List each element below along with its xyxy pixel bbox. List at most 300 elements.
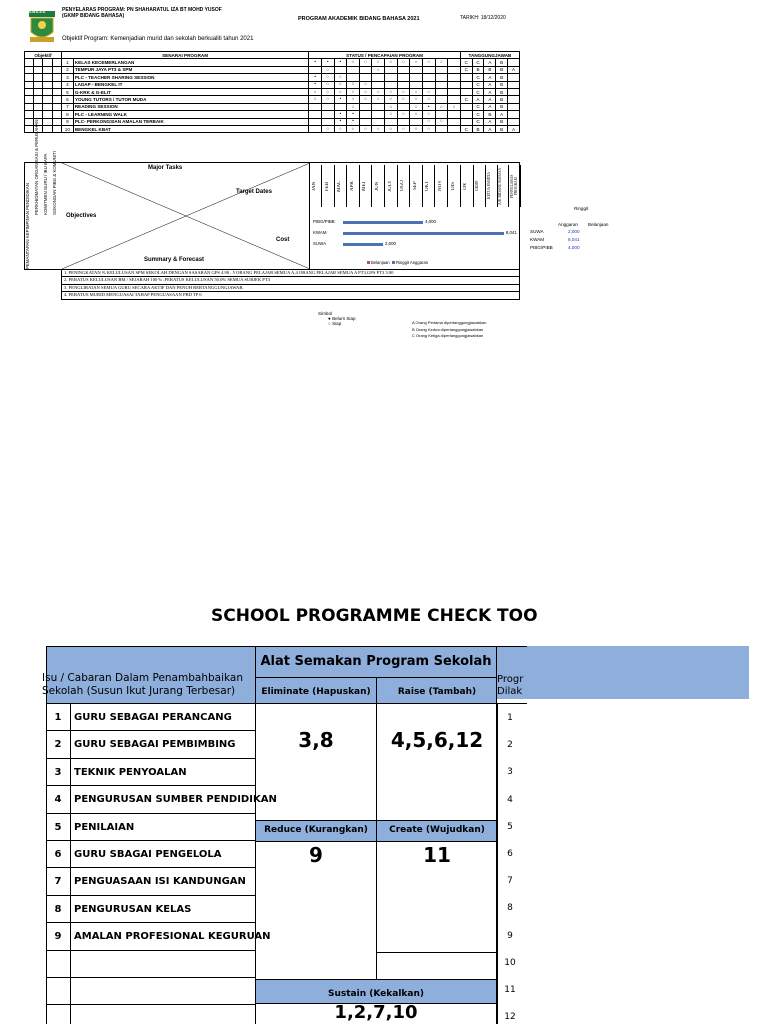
side-row-value: 8,041 [568,237,580,242]
status-cell: ○ [410,88,423,95]
status-cell: • [347,118,360,125]
status-cell [334,66,347,73]
objective-tick [43,118,52,125]
status-cell [359,74,372,81]
month-label: NOV [438,165,448,207]
responsibility-cell: A [508,125,520,132]
ringgit-label: Ringgit [574,206,589,211]
program-number: 2 [507,740,513,751]
status-cell [448,88,461,95]
status-cell [347,74,360,81]
status-cell [334,103,347,110]
status-cell: ○ [385,125,398,132]
month-label: DIS [451,165,461,207]
objective-tick [34,74,43,81]
objective-tick [25,66,34,73]
status-cell: ○ [309,96,322,103]
status-cell: ○ [385,88,398,95]
month-label: JUN [375,165,385,207]
program-row [25,125,520,132]
month-label: FEB [325,165,335,207]
status-cell: ○ [435,59,448,66]
tool-header: Alat Semakan Program Sekolah [260,654,492,669]
objective-tick [25,88,34,95]
responsibility-cell: B [496,118,508,125]
objective-tick [52,59,61,66]
objective-tick [43,88,52,95]
status-cell: ○ [410,96,423,103]
side-label-3: KOMITMEN GURU / IBU BAPA [43,153,48,215]
responsibility-cell: A [484,74,496,81]
status-cell [359,111,372,118]
responsibility-cell [508,88,520,95]
issue-text: PENGURUSAN SUMBER PENDIDIKAN [74,794,277,806]
cost-label: Cost [276,237,290,243]
responsibility-cell: C [472,74,484,81]
issue-text-cell [70,1004,256,1024]
siap-icon: ○ [328,321,331,326]
objective-tick [25,96,34,103]
status-cell [321,118,334,125]
status-cell: • [309,59,322,66]
responsibility-cell: B [496,125,508,132]
status-cell [385,81,398,88]
anggaran-label: Anggaran [558,222,578,227]
status-cell: ○ [422,88,435,95]
program-title: PROGRAM AKADEMIK BIDANG BAHASA 2021 [298,16,420,22]
responsibility-cell: B [496,74,508,81]
status-cell [435,81,448,88]
status-cell: ○ [385,111,398,118]
responsibility-cell: B [496,66,508,73]
responsibility-cell: A [484,125,496,132]
status-cell [422,74,435,81]
objective-tick [34,81,43,88]
sustain-value: 1,2,7,10 [334,1002,418,1023]
month-label: OKT [425,165,435,207]
responsibility-cell [508,96,520,103]
program-no: 8 [61,111,73,118]
status-cell [435,66,448,73]
side-row-value: 4,000 [568,245,580,250]
issue-text: PENGUASAAN ISI KANDUNGAN [74,876,246,888]
role-key-b: B Orang Kedua dipertanggungjawabkan [412,326,484,332]
status-cell [435,96,448,103]
status-cell [321,103,334,110]
status-cell [397,66,410,73]
program-table [24,51,520,133]
issue-number: 4 [54,794,62,806]
objective-tick [52,125,61,132]
responsibility-cell: B [496,88,508,95]
create-value: 11 [423,843,451,867]
status-cell [448,125,461,132]
responsibility-cell: B [496,103,508,110]
status-cell [385,66,398,73]
eliminate-cell [255,703,377,821]
issue-text: PENGURUSAN KELAS [74,903,192,915]
goal-item: 2. PERATUS KELULUSAN BM / SEJARAH 100 % ,PERATUS KELULUSAN 50.0% SEMUA SUBJEK PT3 [61,277,520,284]
objective-tick [43,125,52,132]
objective-tick [52,96,61,103]
issues-header-line2: Sekolah (Susun Ikut Jurang Terbesar) [42,685,236,697]
responsibility-cell: C [472,88,484,95]
responsibility-cell: C [460,96,472,103]
status-cell [422,81,435,88]
program-name: LADAP - BENGKEL IT [73,81,308,88]
program-row [25,74,520,81]
status-cell: ○ [359,81,372,88]
status-cell [372,81,385,88]
role-key [412,320,487,340]
bar-label: PIBG/PIBB [313,219,335,224]
prog-header-1: Progr [497,674,524,685]
program-name: KELAS KECEMERLANGAN [73,59,308,66]
program-no: 4 [61,81,73,88]
programme-sheet [24,4,520,304]
responsibility-cell: A [484,118,496,125]
program-no: 5 [61,88,73,95]
status-cell: ○ [321,96,334,103]
month-headers [310,163,521,209]
status-cell: ○ [422,111,435,118]
create-header: Create (Wujudkan) [389,825,485,835]
objective-tick [52,111,61,118]
objective-tick [34,88,43,95]
program-no: 7 [61,103,73,110]
objective-tick [43,74,52,81]
objective-tick [52,74,61,81]
status-cell: ○ [334,81,347,88]
status-cell: ○ [334,88,347,95]
status-cell [359,103,372,110]
role-label: KETUA PANITIA [488,165,498,207]
status-cell [347,66,360,73]
month-label: OGO [400,165,410,207]
program-row [25,81,520,88]
status-cell: ○ [422,59,435,66]
issue-text-cell [70,950,256,978]
objective-tick [34,59,43,66]
status-cell: ○ [347,103,360,110]
status-cell: • [321,59,334,66]
program-name: READING SESSION [73,103,308,110]
status-cell [372,103,385,110]
issue-number-cell [46,950,71,978]
bar-label: KWAM [313,230,327,235]
month-label: SEP [413,165,423,207]
program-number: 3 [507,767,513,778]
status-cell [422,66,435,73]
check-tool-table [42,646,524,1024]
symbol-key [318,311,356,326]
status-cell: ○ [410,125,423,132]
program-number: 6 [507,849,513,859]
issue-text: PENILAIAN [74,821,135,833]
sustain-header: Sustain (Kekalkan) [327,989,424,999]
status-cell [448,81,461,88]
role-key-c: C Orang Ketiga dipertanggungjawabkan [412,333,484,338]
status-cell: ○ [309,88,322,95]
status-cell [397,103,410,110]
status-cell: • [334,59,347,66]
program-row [25,66,520,73]
status-cell [309,103,322,110]
status-cell: ○ [385,59,398,66]
check-tool-title: SCHOOL PROGRAMME CHECK TOO [211,606,538,626]
school-logo [28,10,56,44]
responsibility-cell: C [472,111,484,118]
objectives-label: Objectives [66,213,97,219]
side-label-4: SOKONGAN PIBG & KOMUNITI [52,151,57,215]
status-cell [397,74,410,81]
program-no: 3 [61,74,73,81]
status-cell [372,74,385,81]
responsibility-cell: B [484,66,496,73]
budget-bar [343,243,383,246]
bar-label: SUWA [313,241,327,246]
responsibility-cell: C [460,59,472,66]
role-label: AJK BIDANG BAHASA [499,165,509,207]
status-cell: ○ [334,74,347,81]
major-tasks-label: Major Tasks [148,165,183,171]
status-cell: ○ [347,59,360,66]
status-cell [448,96,461,103]
coordinator: PENYELARAS PROGRAM: PN SHAHARATUL IZA BT MOHD YUSOF [62,7,222,13]
responsibility-cell [508,74,520,81]
role-label: GPK [464,165,474,207]
side-row-label: PIBG/PIBB [530,245,553,250]
responsibility-cell [508,81,520,88]
status-cell [448,74,461,81]
legend-swatch-anggaran [392,261,395,264]
program-row [25,96,520,103]
legend-swatch-belanjaan [367,261,370,264]
status-cell: ○ [347,125,360,132]
status-cell: ○ [410,111,423,118]
status-cell: ○ [321,125,334,132]
program-row [25,103,520,110]
status-cell [435,125,448,132]
program-number: 7 [507,876,513,887]
responsibility-cell: A [484,59,496,66]
responsibility-cell: C [460,125,472,132]
responsibility-cell: C [460,66,472,73]
status-cell [448,59,461,66]
status-cell [435,74,448,81]
side-row-value: 2,000 [568,229,580,234]
coordinator-role: (GKMP BIDANG BAHASA) [62,13,125,19]
status-cell [321,111,334,118]
budget-bar-chart [313,217,521,269]
responsibility-cell: A [484,103,496,110]
status-cell [385,74,398,81]
objective-tick [25,111,34,118]
simbol-title: Simbol [318,311,333,316]
status-cell: ○ [372,88,385,95]
raise-header: Raise (Tambah) [397,687,477,697]
prog-header-2: Dilak [497,686,523,697]
objective-tick [52,118,61,125]
issue-number: 7 [54,876,62,888]
responsibility-cell: A [472,96,484,103]
x-matrix-lines [62,163,310,269]
objective-tick [34,66,43,73]
program-number: 5 [507,821,513,832]
status-cell [359,66,372,73]
legend-anggaran: Ringgit Anggaran [395,260,429,265]
status-cell: ○ [385,96,398,103]
reduce-header: Reduce (Kurangkan) [264,825,368,835]
status-cell: ○ [385,103,398,110]
belum-siap-icon: ● [328,316,331,321]
objective-tick [43,81,52,88]
role-label: PENYELARAS PROGRAM [511,165,521,207]
issue-text: AMALAN PROFESIONAL KEGURUAN [74,931,271,943]
objective-tick [43,103,52,110]
responsibility-cell: A [484,96,496,103]
responsibility-cell: A [496,111,508,118]
program-row [25,118,520,125]
status-cell: ○ [422,96,435,103]
chart-legend [367,261,428,266]
responsibility-cell: B [496,59,508,66]
status-cell: ○ [321,88,334,95]
eliminate-value: 3,8 [298,728,334,752]
status-cell: ○ [347,96,360,103]
month-label: MAC [337,165,347,207]
status-cell [397,118,410,125]
program-name: YOUNG TUTORS / TUTOR MUDA [73,96,308,103]
issue-number: 3 [54,766,62,778]
raise-value: 4,5,6,12 [390,728,484,752]
program-no: 9 [61,118,73,125]
responsibility-cell [508,59,520,66]
month-label: JULY [388,165,398,207]
status-cell: • [422,103,435,110]
role-label: GKMP [476,165,486,207]
status-cell: ○ [435,103,448,110]
objective-tick [52,103,61,110]
raise-cell [376,703,497,821]
program-name: PLC - LEARNING WALK [73,111,308,118]
status-cell [309,125,322,132]
program-name: PLC- PERKONGSIAN AMALAN TERBAIK [73,118,308,125]
side-label-1: PEMANTAPAN KEPIMPINAN PENDIDIKAN [25,183,30,269]
status-cell: ○ [359,96,372,103]
program-number: 1 [507,713,513,723]
objective-tick [52,81,61,88]
status-cell [410,74,423,81]
status-cell: ○ [372,125,385,132]
side-label-2: PERKHIDMATAN ORGANISASI & PERUBAHAN [34,119,39,215]
status-cell: ○ [397,111,410,118]
status-cell [309,118,322,125]
objective-tick [25,118,34,125]
issue-number: 1 [54,712,62,723]
goal-item: 1. PENINGKATAN % KELULUSAN SPM SEKOLAH DENGAN SASARAN GPS 4.90 , 5 ORANG PELAJAR SEMUA A,4 ORANG PELAJAR SEMUA A PT3,GPS PT3 3.00 [61,270,520,277]
status-cell [359,118,372,125]
bar-value: 4,000 [425,219,436,224]
issues-header-line1: Isu / Cabaran Dalam Penambahbaikan [42,672,243,684]
issue-text: TEKNIK PENYOALAN [74,766,187,778]
program-name: PLC - TEACHER SHARING SESSION [73,74,308,81]
status-cell: ○ [347,88,360,95]
status-cell: • [309,74,322,81]
issue-number: 8 [54,903,62,915]
status-cell [410,81,423,88]
responsibility-cell: C [472,81,484,88]
header-band [497,646,749,699]
status-cell [448,111,461,118]
objective-tick [52,88,61,95]
responsibility-cell [508,111,520,118]
objective-tick [25,74,34,81]
status-cell [372,118,385,125]
program-number: 11 [504,985,516,995]
month-label: MEI [362,165,372,207]
reduce-value: 9 [309,843,323,867]
month-label: APR [350,165,360,207]
program-number: 9 [507,930,513,941]
status-cell: ○ [359,59,372,66]
col-senarai: SENARAI PROGRAM [61,52,308,59]
eliminate-header: Eliminate (Hapuskan) [261,687,371,697]
side-row-label: SUWA [530,229,544,234]
responsibility-cell: C [472,118,484,125]
status-cell [435,88,448,95]
status-cell: • [309,81,322,88]
issue-text-cell [70,977,256,1005]
status-cell: ○ [372,59,385,66]
program-no: 6 [61,96,73,103]
status-cell: ○ [321,81,334,88]
program-row [25,111,520,118]
program-number: 4 [507,794,513,805]
bar-value: 2,000 [385,241,396,246]
status-cell: ○ [334,125,347,132]
x-matrix [62,163,310,269]
objective-tick [43,59,52,66]
budget-bar [343,232,504,235]
legend-belanjaan: Belanjaan [371,260,390,265]
status-cell: • [334,111,347,118]
status-cell: ○ [372,66,385,73]
program-row [25,59,520,66]
responsibility-cell: A [484,81,496,88]
objective-tick [34,96,43,103]
role-key-a: A Orang Pertama dipertanggungjawabkan [412,320,487,325]
status-cell: ○ [321,74,334,81]
program-no: 2 [61,66,73,73]
status-cell [385,118,398,125]
status-cell [309,111,322,118]
responsibility-cell: C [472,103,484,110]
responsibility-cell: B [472,125,484,132]
status-cell: ○ [397,96,410,103]
status-cell: ○ [422,125,435,132]
objective-tick [52,66,61,73]
status-cell: ○ [397,88,410,95]
responsibility-cell: B [472,66,484,73]
issue-number: 2 [54,739,62,751]
issue-text: GURU SEBAGAI PEMBIMBING [74,739,236,751]
siap-label: Siap [332,321,342,326]
status-cell [372,111,385,118]
create-cell-lower [376,952,497,980]
responsibility-cell: C [472,59,484,66]
summary-label: Summary & Forecast [144,257,205,263]
